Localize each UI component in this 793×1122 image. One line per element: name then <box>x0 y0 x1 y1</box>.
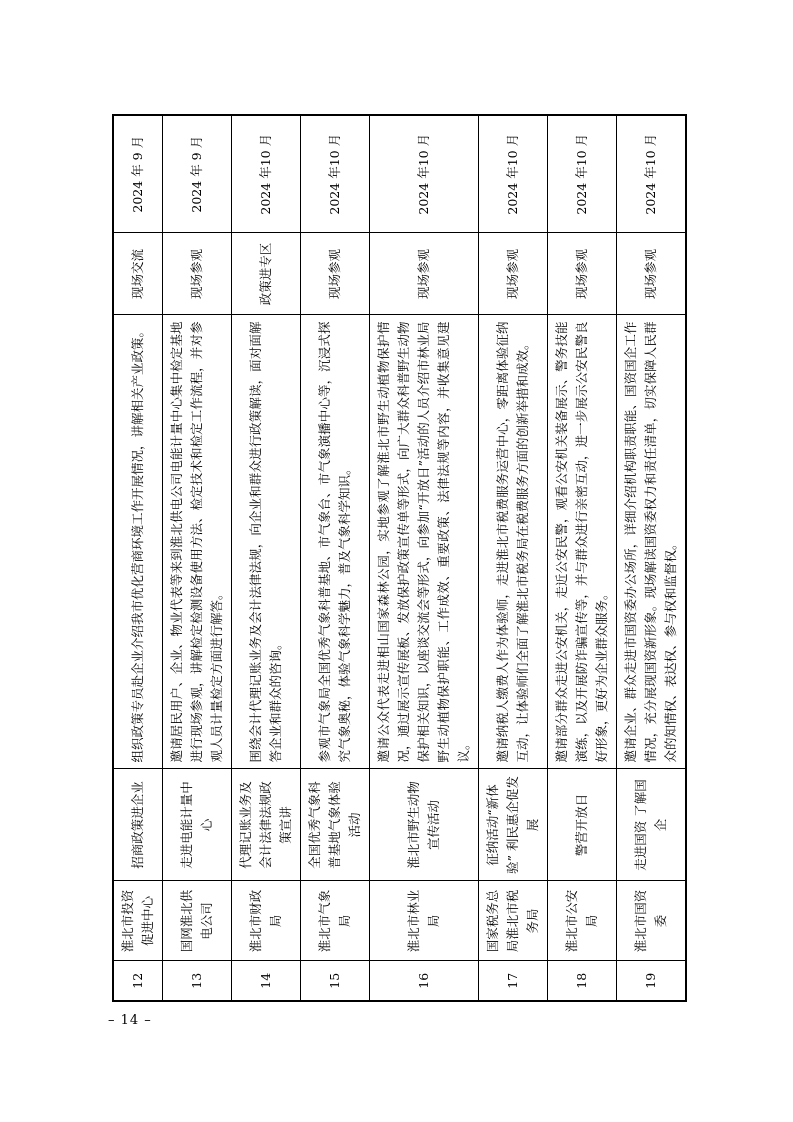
activity-cell: 招商政策进企业 <box>113 769 163 881</box>
activity-table <box>112 114 687 1002</box>
row-number: 17 <box>479 961 548 1001</box>
unit-cell: 淮北市公安局 <box>548 881 617 961</box>
unit-cell: 淮北市财政局 <box>232 881 301 961</box>
time-cell: 2024 年10 月 <box>479 115 548 233</box>
table-row <box>163 115 232 1001</box>
form-cell: 现场参观 <box>548 233 617 315</box>
form-cell: 现场参观 <box>301 233 370 315</box>
activity-cell: 征纳活动“新体验” 利民惠企促发展 <box>479 769 548 881</box>
activity-cell: 淮北市野生动物宣传活动 <box>370 769 479 881</box>
content-cell: 围绕会计代理记账业务及会计法律法规，向企业和群众进行政策解读，面对面解答企业和群众的咨询。 <box>232 315 301 769</box>
time-cell: 2024 年 9 月 <box>113 115 163 233</box>
form-cell: 现场参观 <box>479 233 548 315</box>
content-cell: 邀请公众代表走进相山国家森林公园，实地参观了解淮北市野生动植物保护情况，通过展示宣传展板、发放保护政策宣传单等形式，向广大群众科普野生动物保护相关知识，以座谈交流会等形式，向参加“开放日”活动的人员介绍市林业局野生动植物保护职能、工作成效、重要政策、法律法规等内容，并收集意见建议。 <box>370 315 479 769</box>
unit-cell: 淮北市投资促进中心 <box>113 881 163 961</box>
form-cell: 现场交流 <box>113 233 163 315</box>
row-number: 19 <box>617 961 687 1001</box>
row-number: 16 <box>370 961 479 1001</box>
time-cell: 2024 年 9 月 <box>163 115 232 233</box>
table-row <box>232 115 301 1001</box>
unit-cell: 国网淮北供电公司 <box>163 881 232 961</box>
table-row <box>479 115 548 1001</box>
table-row <box>113 115 163 1001</box>
time-cell: 2024 年10 月 <box>370 115 479 233</box>
form-cell: 政策进专区 <box>232 233 301 315</box>
content-cell: 组织政策专员赴企业介绍我市优化营商环境工作开展情况，讲解相关产业政策。 <box>113 315 163 769</box>
table-row <box>370 115 479 1001</box>
rotated-table-wrapper <box>112 116 678 1002</box>
time-cell: 2024 年10 月 <box>301 115 370 233</box>
content-cell: 邀请居民用户、企业、物业代表等来到淮北供电公司电能计量中心集中检定基地进行现场参观，讲解检定检测设备使用方法、检定技术和检定工作流程，并对参观人员计量检定方面进行解答。 <box>163 315 232 769</box>
row-number: 12 <box>113 961 163 1001</box>
row-number: 15 <box>301 961 370 1001</box>
row-number: 14 <box>232 961 301 1001</box>
unit-cell: 淮北市林业局 <box>370 881 479 961</box>
activity-cell: 走进国资 了解国企 <box>617 769 687 881</box>
unit-cell: 淮北市国资委 <box>617 881 687 961</box>
row-number: 18 <box>548 961 617 1001</box>
form-cell: 现场参观 <box>163 233 232 315</box>
table-row <box>617 115 687 1001</box>
time-cell: 2024 年10 月 <box>617 115 687 233</box>
page-number: – 14 – <box>108 1013 152 1028</box>
row-number: 13 <box>163 961 232 1001</box>
content-cell: 邀请企业、群众走进市国资委办公场所，详细介绍机构职责职能、国资国企工作情况，充分展现国资新形象。现场解读国资委权力和责任清单，切实保障人民群众的知情权、表达权、参与权和监督权。 <box>617 315 687 769</box>
time-cell: 2024 年10 月 <box>232 115 301 233</box>
form-cell: 现场参观 <box>370 233 479 315</box>
activity-cell: 警营开放日 <box>548 769 617 881</box>
table-row <box>301 115 370 1001</box>
unit-cell: 淮北市气象局 <box>301 881 370 961</box>
table-row <box>548 115 617 1001</box>
activity-cell: 代理记账业务及会计法律法规政策宣讲 <box>232 769 301 881</box>
content-cell: 邀请部分群众走进公安机关，走近公安民警，观看公安机关装备展示、警务技能演练，以及开展防诈骗宣传等，并与群众进行亲密互动，进一步展示公安民警良好形象，更好为企业群众服务。 <box>548 315 617 769</box>
unit-cell: 国家税务总局淮北市税务局 <box>479 881 548 961</box>
content-cell: 邀请纳税人缴费人作为体验师，走进淮北市税费服务运营中心，零距离体验征纳互动，让体验师们全面了解淮北市税务局在税费服务方面的创新举措和成效。 <box>479 315 548 769</box>
content-cell: 参观市气象局全国优秀气象科普基地、市气象台、市气象演播中心等，沉浸式探究气象奥秘，体验气象科学魅力，普及气象科学知识。 <box>301 315 370 769</box>
form-cell: 现场参观 <box>617 233 687 315</box>
activity-cell: 全国优秀气象科普基地气象体验活动 <box>301 769 370 881</box>
time-cell: 2024 年10 月 <box>548 115 617 233</box>
activity-cell: 走进电能计量中心 <box>163 769 232 881</box>
